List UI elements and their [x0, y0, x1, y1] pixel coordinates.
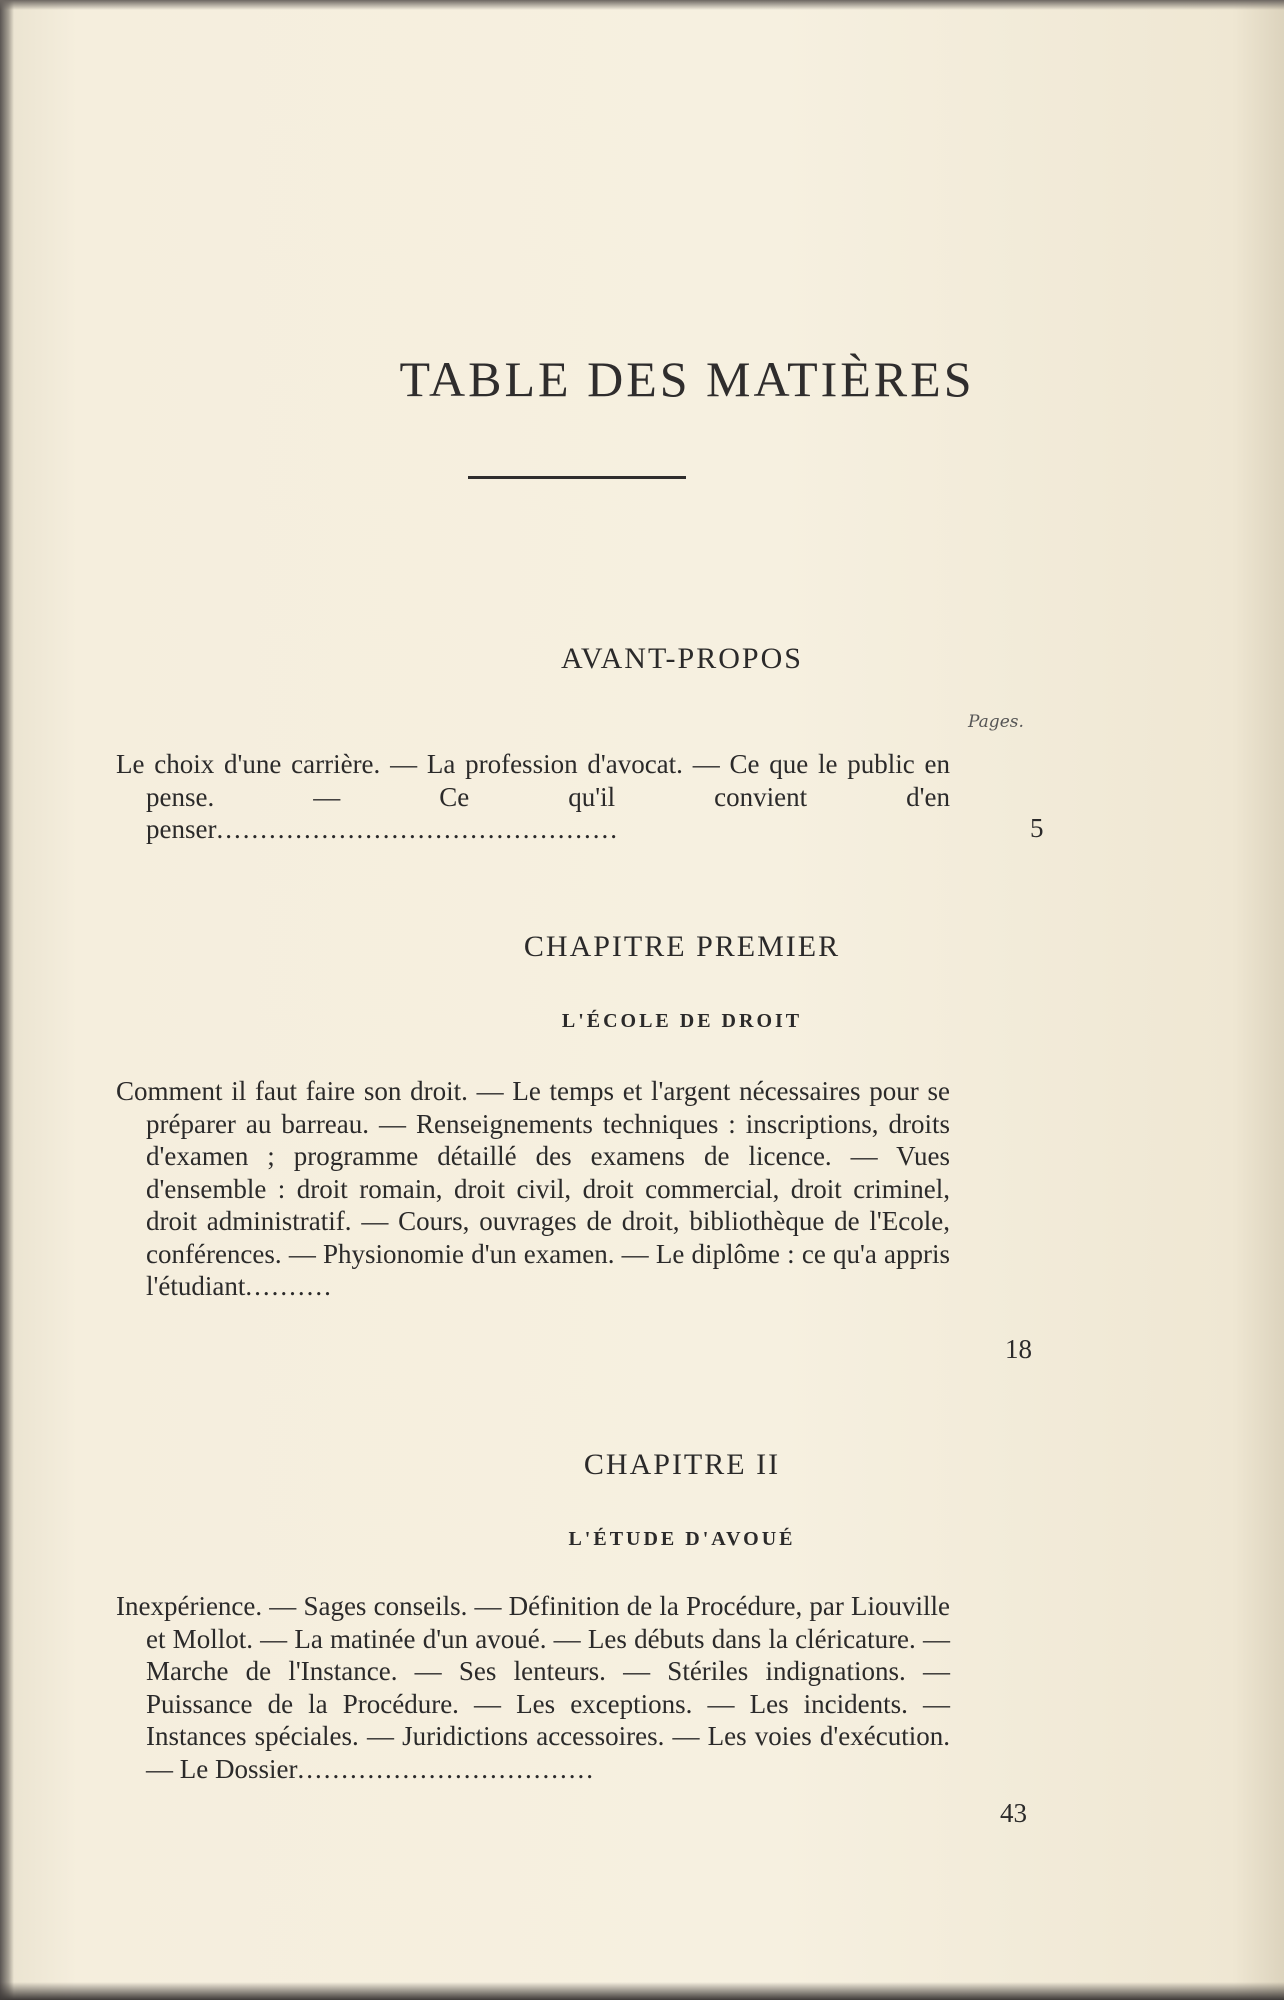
entry-text: Inexpérience. — Sages conseils. — Définition de la Procédure, par Liouville et Mollot. — La matinée d'un avoué. — Les débuts dans la cléricature. — Marche de l'Instance. — Ses lenteurs. — Stériles indignations. — Puissance de la Procédure. — Les exceptions. — Les incidents. — Instances spéciales. — Juridictions accessoires. — Les voies d'exécution. — Le Dossier — [116, 1591, 950, 1784]
page-title: TABLE DES MATIÈRES — [399, 351, 975, 407]
section-heading-chapitre-ii: CHAPITRE II — [583, 1448, 781, 1481]
dot-leader: .................................. — [297, 1753, 595, 1784]
toc-entry-avant-propos — [116, 748, 950, 846]
top-shadow — [0, 0, 1284, 10]
entry-text: Comment il faut faire son droit. — Le temps et l'argent nécessaires pour se préparer au barreau. — Renseignements techniques : inscriptions, droits d'examen ; programme détaillé des examens de licence. — Vues d'ensemble : droit romain, droit civil, droit commercial, droit criminel, droit administratif. — Cours, ouvrages de droit, bibliothèque de l'Ecole, conférences. — Physionomie d'un examen. — Le diplôme : ce qu'a appris l'étudiant — [116, 1076, 950, 1301]
bottom-shadow — [0, 1982, 1284, 2000]
section-heading-chapitre-premier: CHAPITRE PREMIER — [523, 930, 841, 963]
section-subheading-ecole-de-droit: L'ÉCOLE DE DROIT — [561, 1010, 803, 1032]
toc-entry-chapitre-ii — [116, 1590, 950, 1785]
toc-entry-chapitre-premier — [116, 1075, 950, 1303]
book-spine — [0, 0, 14, 2000]
section-heading-avant-propos: AVANT-PROPOS — [561, 642, 803, 675]
page-number: 5 — [1030, 813, 1044, 843]
pages-column-label: Pages. — [968, 712, 1024, 732]
dot-leader: .............................................. — [216, 814, 619, 844]
page-number: 43 — [1000, 1798, 1027, 1828]
section-subheading-etude-d-avoue: L'ÉTUDE D'AVOUÉ — [568, 1528, 796, 1550]
page-number: 18 — [1005, 1334, 1032, 1364]
dot-leader: .......... — [245, 1271, 333, 1301]
entry-text: Le choix d'une carrière. — La profession d'avocat. — Ce que le public en pense. — Ce qu'il convient d'en penser — [116, 749, 950, 844]
title-rule — [468, 476, 686, 479]
